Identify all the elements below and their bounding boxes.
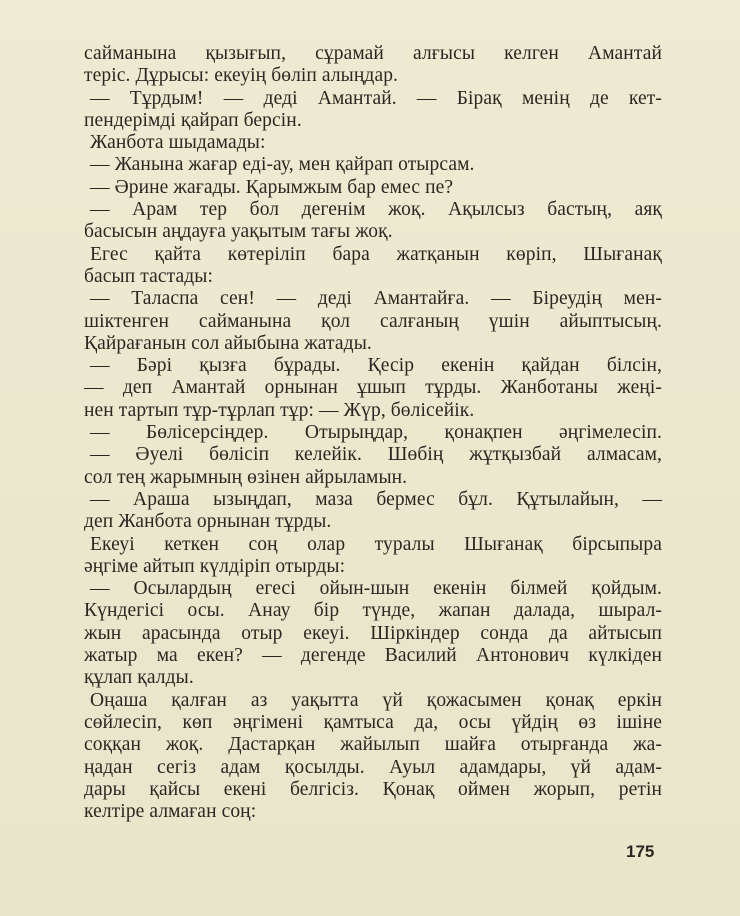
text-line: әңгіме айтып күлдіріп отырды: xyxy=(84,555,346,577)
body-text xyxy=(84,43,662,823)
text-line: — Бәрі қызға бұрады. Қесір екенін қайдан білсін, xyxy=(90,355,662,377)
text-line: Күндегісі осы. Анау бір түнде, жапан далада, шырал- xyxy=(84,600,662,622)
text-line: соққан жоқ. Дастарқан жайылып шайға отырғанда жа- xyxy=(84,734,662,756)
text-line: деп Жанбота орнынан тұрды. xyxy=(84,511,332,533)
text-line: шіктенген сайманына қол салғаның үшін айыптысың. xyxy=(84,310,662,332)
text-line: жын арасында отыр екеуі. Шіркіндер сонда да айтысып xyxy=(84,622,662,644)
text-line: Егес қайта көтеріліп бара жатқанын көріп, Шығанақ xyxy=(90,243,662,265)
text-line: — Арам тер бол дегенім жоқ. Ақылсыз бастың, аяқ xyxy=(90,199,662,221)
text-line: — Араша ызыңдап, маза бермес бұл. Құтылайын, — xyxy=(90,488,662,510)
text-line: пендерімді қайрап берсін. xyxy=(84,109,302,131)
text-line: Қайрағанын сол айыбына жатады. xyxy=(84,332,372,354)
text-line: құлап қалды. xyxy=(84,667,194,689)
text-line: нен тартып тұр-тұрлап тұр: — Жүр, бөлісейік. xyxy=(84,399,475,421)
text-line: сайманына қызығып, сұрамай алғысы келген Амантай xyxy=(84,43,662,64)
text-line: басып тастады: xyxy=(84,265,213,287)
text-line: — Таласпа сен! — деді Амантайға. — Біреудің мен- xyxy=(90,288,662,310)
page-number: 175 xyxy=(626,842,655,861)
text-line: келтіре алмаған соң: xyxy=(84,801,257,823)
text-line: дары қайсы екені белгісіз. Қонақ оймен жорып, ретін xyxy=(84,778,662,800)
text-line: — Жанына жағар еді-ау, мен қайрап отырсам. xyxy=(90,154,475,176)
text-line: — Осылардың егесі ойын-шын екенін білмей қойдым. xyxy=(90,578,662,600)
text-line: сөйлесіп, көп әңгімені қамтыса да, осы үйдің өз ішіне xyxy=(84,711,662,733)
text-line: — Әуелі бөлісіп келейік. Шөбің жұтқызбай алмасам, xyxy=(90,444,662,466)
text-line: жатыр ма екен? — дегенде Василий Антонович күлкіден xyxy=(84,645,662,667)
text-line: Жанбота шыдамады: xyxy=(90,132,266,154)
text-line: теріс. Дұрысы: екеуің бөліп алыңдар. xyxy=(84,65,399,87)
text-line: — Тұрдым! — деді Амантай. — Бірақ менің де кет- xyxy=(90,87,662,109)
text-line: басысын аңдауға уақытым тағы жоқ. xyxy=(84,221,393,243)
text-line: Оңаша қалған аз уақытта үй қожасымен қонақ еркін xyxy=(90,689,662,711)
text-line: ңадан сегіз адам қосылды. Ауыл адамдары, үй адам- xyxy=(84,756,662,778)
text-line: Екеуі кеткен соң олар туралы Шығанақ бірсыпыра xyxy=(90,533,662,555)
text-line: — Бөлісерсіңдер. Отырыңдар, қонақпен әңгімелесіп. xyxy=(90,422,662,444)
text-line: — Әрине жағады. Қарымжым бар емес пе? xyxy=(90,176,454,198)
text-line: сол тең жарымның өзінен айрыламын. xyxy=(84,466,408,488)
text-line: — деп Амантай орнынан ұшып тұрды. Жанботаны жеңі- xyxy=(84,377,662,399)
